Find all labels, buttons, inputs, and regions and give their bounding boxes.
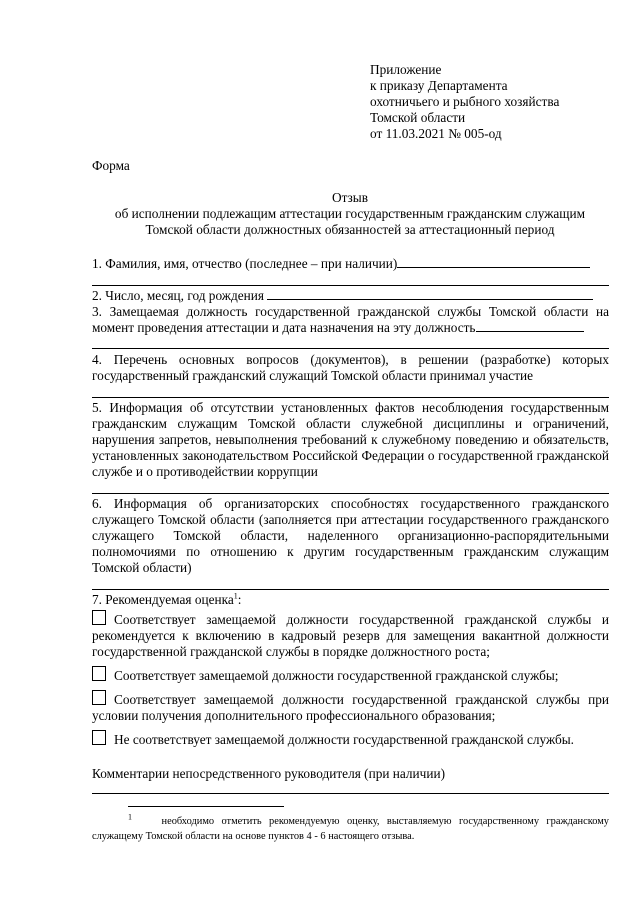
item-position [92, 304, 609, 336]
comments-label: Комментарии непосредственного руководителя (при наличии) [92, 766, 446, 781]
blank-line[interactable] [92, 493, 609, 494]
position-field[interactable] [476, 320, 584, 332]
item-discipline-info-label: 5. Информация об отсутствии установленных фактов несоблюдения государственным гражданским служащим Томской области служебной дисциплины и ограничений, нарушения запретов, невыполнения требований к служебному поведению и обязательств, установленных законодательством Российской Федерации о государственной гражданской службе и о противодействии коррупции [92, 400, 609, 479]
blank-line[interactable] [92, 397, 609, 398]
form-label: Форма [92, 158, 130, 173]
rating-option [92, 690, 609, 724]
title-line: Отзыв [331, 190, 369, 205]
item-recommended-rating [92, 592, 241, 608]
document-title [60, 190, 640, 238]
rating-option [92, 730, 609, 748]
rating-option-label: Соответствует замещаемой должности государственной гражданской службы и рекомендуется к включению в кадровый резерв для замещения вакантной должности государственной гражданской службы в порядке должностного роста; [92, 612, 609, 659]
full-name-field[interactable] [397, 256, 590, 268]
item-birth-date [92, 288, 612, 304]
approval-line: от 11.03.2021 № 005-од [370, 126, 502, 141]
rating-option-label: Соответствует замещаемой должности государственной гражданской службы при условии получения дополнительного профессионального образования; [92, 692, 609, 723]
rating-option [92, 666, 609, 684]
item-organizational-skills [92, 496, 609, 576]
footnote [92, 814, 609, 844]
item-main-issues [92, 352, 609, 384]
rating-option-checkbox[interactable] [92, 610, 106, 625]
approval-line: Приложение [370, 62, 442, 77]
item-position-label: 3. Замещаемая должность государственной гражданской службы Томской области на момент проведения аттестации и дата назначения на эту должность [92, 304, 609, 335]
item-recommended-rating-colon: : [237, 592, 242, 607]
footnote-mark: 1 [128, 812, 132, 822]
comments-line[interactable] [92, 793, 609, 794]
item-organizational-skills-label: 6. Информация об организаторских способностях государственного гражданского служащего Томской области (заполняется при аттестации государственного гражданского служащего Томской области, наделенного организационно-распорядительными полномочиями по отношению к другим государственным гражданским служащим Томской области) [92, 496, 609, 575]
item-recommended-rating-label: 7. Рекомендуемая оценка [92, 592, 234, 607]
item-main-issues-label: 4. Перечень основных вопросов (документов), в решении (разработке) которых государственный гражданский служащий Томской области принимал участие [92, 352, 609, 383]
rating-option [92, 610, 609, 660]
approval-line: охотничьего и рыбного хозяйства [370, 94, 560, 109]
rating-option-checkbox[interactable] [92, 666, 106, 681]
item-full-name-label: 1. Фамилия, имя, отчество (последнее – при наличии) [92, 256, 398, 271]
title-line: Томской области должностных обязанностей за аттестационный период [145, 222, 555, 237]
approval-line: Томской области [370, 110, 466, 125]
title-line: об исполнении подлежащим аттестации государственным гражданским служащим [114, 206, 586, 221]
footnote-ref: 1 [233, 591, 238, 601]
footnote-separator [128, 806, 284, 807]
rating-option-label: Соответствует замещаемой должности государственной гражданской службы; [114, 668, 559, 683]
rating-option-checkbox[interactable] [92, 730, 106, 745]
rating-option-label: Не соответствует замещаемой должности государственной гражданской службы. [114, 732, 574, 747]
blank-line[interactable] [92, 348, 609, 349]
rating-option-checkbox[interactable] [92, 690, 106, 705]
birth-date-field[interactable] [267, 288, 593, 300]
footnote-text: необходимо отметить рекомендуемую оценку, выставляемую государственному гражданскому служащему Томской области на основе пунктов 4 - 6 настоящего отзыва. [92, 816, 609, 842]
approval-line: к приказу Департамента [370, 78, 508, 93]
blank-line[interactable] [92, 589, 609, 590]
approval-block [370, 62, 610, 142]
item-discipline-info [92, 400, 609, 480]
item-full-name [92, 256, 612, 272]
item-birth-date-label: 2. Число, месяц, год рождения [92, 288, 264, 303]
blank-line[interactable] [92, 285, 609, 286]
